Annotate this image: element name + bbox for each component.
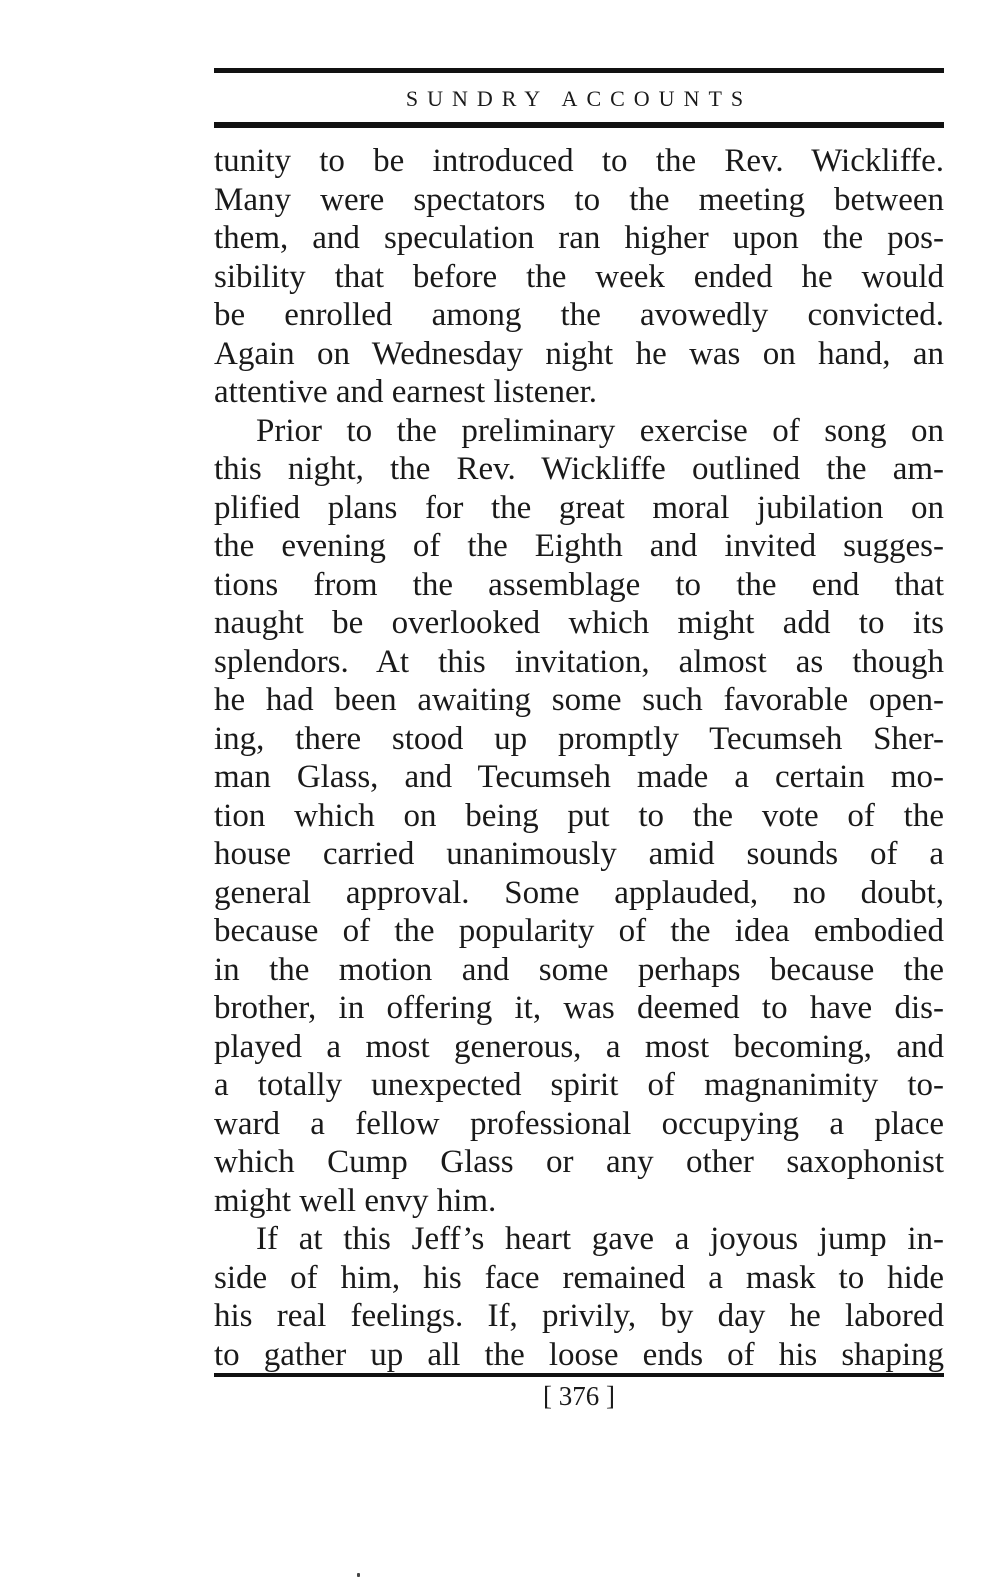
text-line: his real feelings. If, privily, by day he labored: [214, 1298, 944, 1334]
text-line: sibility that before the week ended he would: [214, 258, 944, 295]
text-line: be enrolled among the avowedly convicted.: [214, 297, 944, 333]
text-line: splendors. At this invitation, almost as though: [214, 643, 944, 680]
text-line: to gather up all the loose ends of his shaping: [214, 1336, 944, 1373]
text-line: played a most generous, a most becoming, and: [214, 1028, 944, 1065]
body-text: [214, 142, 944, 1374]
text-line: tion which on being put to the vote of the: [214, 797, 944, 834]
text-line: side of him, his face remained a mask to hide: [214, 1259, 944, 1296]
print-speck: [357, 1573, 360, 1577]
header-top-rule: [214, 68, 944, 73]
text-line: attentive and earnest listener.: [214, 374, 598, 410]
text-line: them, and speculation ran higher upon the pos-: [214, 220, 944, 256]
text-line: he had been awaiting some such favorable open-: [214, 682, 944, 718]
text-line: naught be overlooked which might add to its: [214, 605, 944, 641]
text-line: plified plans for the great moral jubilation on: [214, 489, 944, 526]
text-line: because of the popularity of the idea embodied: [214, 913, 944, 949]
text-line: house carried unanimously amid sounds of a: [214, 836, 944, 872]
text-line: tions from the assemblage to the end that: [214, 566, 944, 603]
text-line: Again on Wednesday night he was on hand, an: [214, 335, 944, 372]
text-line: ing, there stood up promptly Tecumseh Sher-: [214, 720, 944, 757]
text-line: ward a fellow professional occupying a place: [214, 1105, 944, 1142]
text-line: in the motion and some perhaps because the: [214, 951, 944, 988]
page-number: [ 376 ]: [543, 1381, 615, 1411]
text-line: general approval. Some applauded, no doubt,: [214, 874, 944, 911]
text-line: might well envy him.: [214, 1182, 497, 1219]
text-line: the evening of the Eighth and invited sugges-: [214, 528, 944, 564]
text-line: Many were spectators to the meeting between: [214, 181, 944, 218]
text-line: Prior to the preliminary exercise of song on: [256, 412, 944, 449]
text-line: which Cump Glass or any other saxophonist: [214, 1144, 944, 1180]
text-line: If at this Jeff’s heart gave a joyous jump in-: [256, 1221, 944, 1257]
text-line: brother, in offering it, was deemed to have dis-: [214, 990, 944, 1026]
running-header: SUNDRY ACCOUNTS: [405, 86, 753, 111]
text-line: man Glass, and Tecumseh made a certain mo-: [214, 759, 944, 795]
footer-rule: [214, 1373, 944, 1377]
text-line: tunity to be introduced to the Rev. Wickliffe.: [214, 143, 944, 179]
text-line: a totally unexpected spirit of magnanimity to-: [214, 1067, 944, 1103]
text-line: this night, the Rev. Wickliffe outlined the am-: [214, 451, 944, 487]
header-bottom-rule: [214, 122, 944, 128]
